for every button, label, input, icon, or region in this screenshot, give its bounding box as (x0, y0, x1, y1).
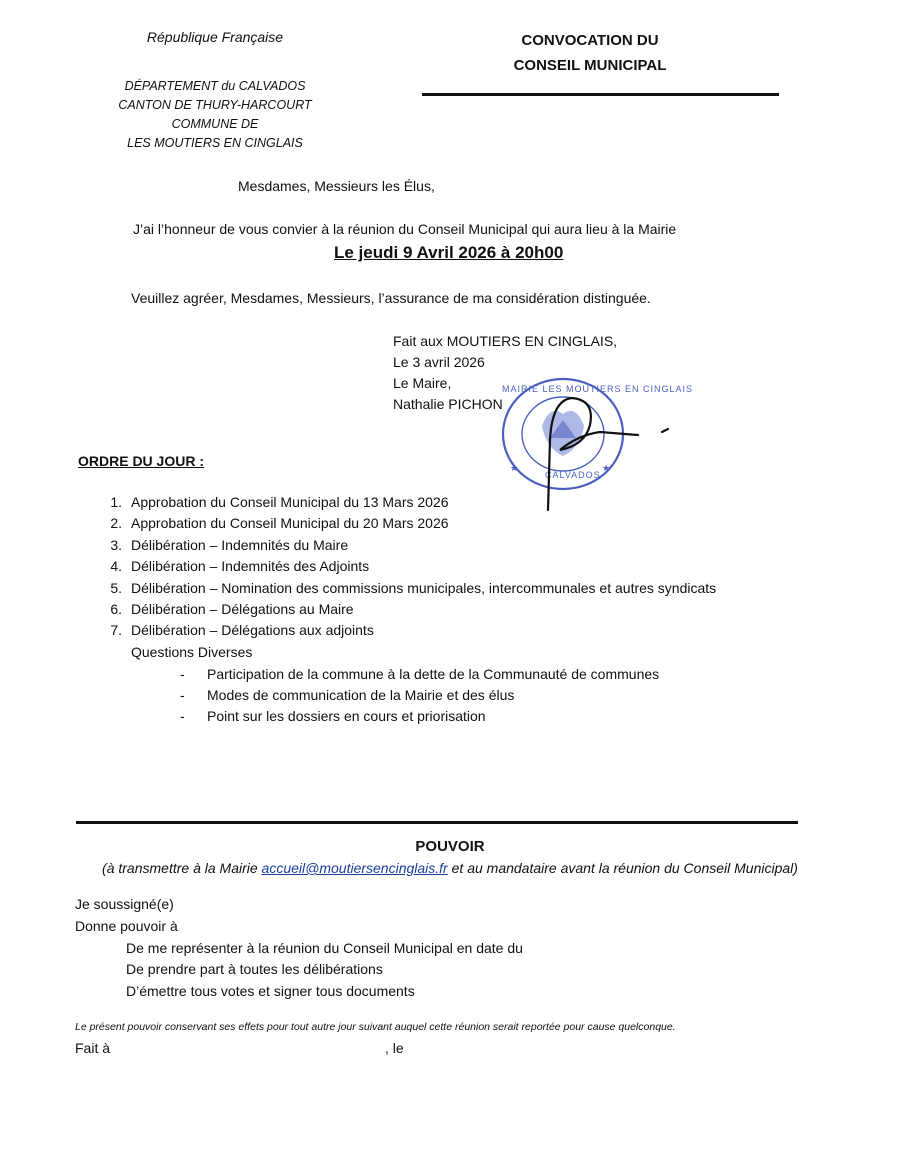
salutation: Mesdames, Messieurs les Élus, (238, 178, 435, 194)
bullet-dash: - (180, 666, 185, 682)
agenda-item-text: Délibération – Nomination des commissions municipales, intercommunales et autres syndicats (131, 580, 717, 596)
instruction-suffix: et au mandataire avant la réunion du Conseil Municipal) (447, 860, 798, 876)
bullet-dash: - (180, 708, 185, 724)
agenda-item-number: 7. (110, 622, 122, 638)
list-item (0, 580, 900, 602)
undersigned-label: Je soussigné(e) (75, 896, 174, 912)
pouvoir-instruction (0, 860, 900, 876)
department-label: DÉPARTEMENT du CALVADOS (124, 79, 306, 93)
meeting-date-time: Le jeudi 9 Avril 2026 à 20h00 (334, 243, 564, 262)
pouvoir-title: POUVOIR (415, 838, 485, 855)
svg-text:★: ★ (602, 464, 611, 474)
svg-text:★: ★ (510, 464, 519, 474)
list-item (0, 708, 900, 730)
dated-label: , le (385, 1040, 404, 1056)
mairie-email-link[interactable]: accueil@moutiersencinglais.fr (261, 860, 448, 876)
list-item (0, 687, 900, 709)
pouvoir-clause: De me représenter à la réunion du Conseil Municipal en date du (126, 940, 523, 956)
intro-text: J’ai l’honneur de vous convier à la réunion du Conseil Municipal qui aura lieu à la Mairie (133, 221, 677, 237)
agenda-item-text: Délibération – Délégations aux adjoints (131, 622, 374, 638)
agenda-item-number: 3. (110, 537, 122, 553)
stamp-top-text: MAIRIE LES MOUTIERS EN CINGLAIS (502, 384, 694, 394)
signature-place: Fait aux MOUTIERS EN CINGLAIS, (393, 333, 618, 349)
agenda-item-number: 6. (110, 601, 122, 617)
misc-item-text: Modes de communication de la Mairie et des élus (207, 687, 515, 703)
list-item (0, 494, 900, 516)
list-item (0, 515, 900, 537)
canton-label: CANTON DE THURY-HARCOURT (118, 98, 312, 112)
list-item (0, 622, 900, 644)
made-at-label: Fait à (75, 1040, 111, 1056)
list-item (0, 601, 900, 623)
mayor-name: Nathalie PICHON (393, 396, 503, 412)
agenda-heading: ORDRE DU JOUR : (78, 453, 205, 469)
list-item (0, 537, 900, 559)
signature-role: Le Maire, (393, 375, 452, 391)
misc-questions-heading: Questions Diverses (131, 644, 253, 660)
section-divider (76, 821, 798, 824)
signature-date: Le 3 avril 2026 (393, 354, 485, 370)
agenda-item-number: 1. (110, 494, 122, 510)
stamp-bottom-text: CALVADOS (545, 470, 601, 480)
closing-formula: Veuillez agréer, Mesdames, Messieurs, l’assurance de ma considération distinguée. (131, 290, 651, 306)
bullet-dash: - (180, 687, 185, 703)
agenda-item-text: Approbation du Conseil Municipal du 20 Mars 2026 (131, 515, 449, 531)
republic-label: République Française (146, 29, 284, 45)
legal-note: Le présent pouvoir conservant ses effets pour tout autre jour suivant auquel cette réunion serait reportée pour cause quelconque. (75, 1021, 676, 1033)
list-item (0, 558, 900, 580)
agenda-item-text: Approbation du Conseil Municipal du 13 Mars 2026 (131, 494, 449, 510)
agenda-item-text: Délibération – Indemnités du Maire (131, 537, 349, 553)
agenda-item-number: 4. (110, 558, 122, 574)
document-title-line2: CONSEIL MUNICIPAL (513, 57, 667, 74)
document-title-line1: CONVOCATION DU (521, 32, 659, 49)
pouvoir-clause: D’émettre tous votes et signer tous documents (126, 983, 415, 999)
pouvoir-clause: De prendre part à toutes les délibérations (126, 961, 383, 977)
agenda-item-text: Délibération – Indemnités des Adjoints (131, 558, 370, 574)
title-underline (422, 93, 779, 96)
instruction-prefix: (à transmettre à la Mairie (102, 860, 262, 876)
commune-name: LES MOUTIERS EN CINGLAIS (127, 136, 303, 150)
agenda-item-number: 2. (110, 515, 122, 531)
misc-item-text: Point sur les dossiers en cours et priorisation (207, 708, 486, 724)
gives-power-label: Donne pouvoir à (75, 918, 178, 934)
agenda-item-number: 5. (110, 580, 122, 596)
misc-item-text: Participation de la commune à la dette de la Communauté de communes (207, 666, 660, 682)
list-item (0, 666, 900, 688)
commune-label: COMMUNE DE (171, 117, 259, 131)
agenda-item-text: Délibération – Délégations au Maire (131, 601, 354, 617)
